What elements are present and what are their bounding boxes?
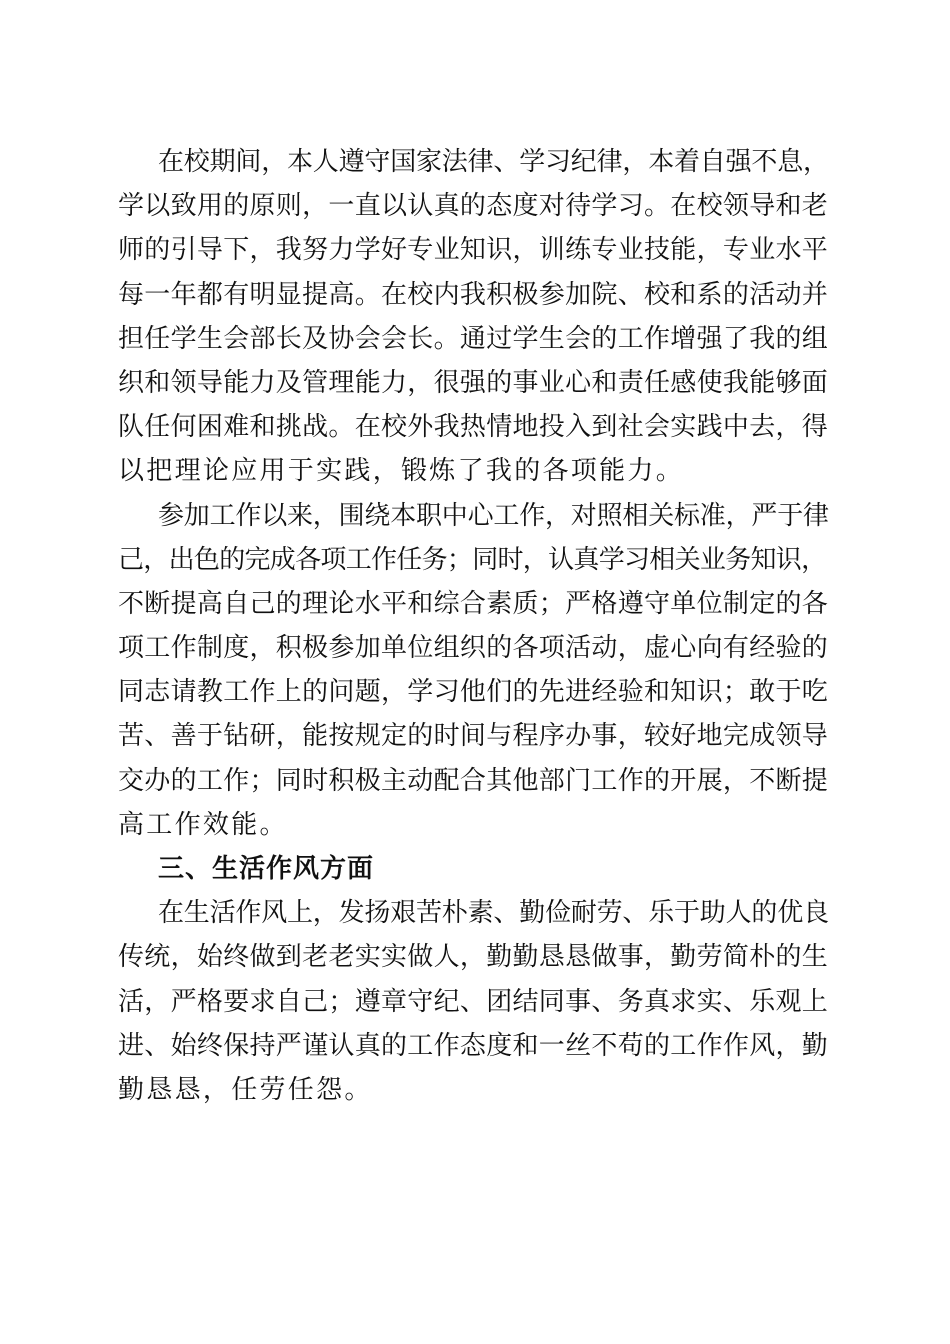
text-line: 进、始终保持严谨认真的工作态度和一丝不苟的工作作风，勤 [118,1030,829,1061]
text-line: 传统，始终做到老老实实做人，勤勤恳恳做事，勤劳简朴的生 [118,942,829,973]
text-line: 同志请教工作上的问题，学习他们的先进经验和知识；敢于吃 [118,677,829,708]
paragraph-lifestyle [118,891,830,1112]
text-line: 以把理论应用于实践，锻炼了我的各项能力。 [118,456,685,487]
text-line: 担任学生会部长及协会会长。通过学生会的工作增强了我的组 [118,323,829,354]
text-line: 不断提高自己的理论水平和综合素质；严格遵守单位制定的各 [118,588,829,619]
text-line: 织和领导能力及管理能力，很强的事业心和责任感使我能够面 [118,367,829,398]
text-line: 己，出色的完成各项工作任务；同时，认真学习相关业务知识， [118,544,827,575]
text-line: 高工作效能。 [118,809,288,840]
text-line: 参加工作以来，围绕本职中心工作，对照相关标准，严于律 [158,500,829,531]
paragraph-work [118,494,830,848]
section-heading: 三、生活作风方面 [158,854,375,884]
text-line: 师的引导下，我努力学好专业知识，训练专业技能，专业水平 [118,235,829,266]
document-body [118,140,830,1112]
text-line: 每一年都有明显提高。在校内我积极参加院、校和系的活动并 [118,279,829,310]
paragraph-study [118,140,830,494]
text-line: 勤恳恳，任劳任怨。 [118,1074,373,1105]
text-line: 学以致用的原则，一直以认真的态度对待学习。在校领导和老 [118,191,829,222]
text-line: 在校期间，本人遵守国家法律、学习纪律，本着自强不息， [158,147,829,177]
text-line: 队任何困难和挑战。在校外我热情地投入到社会实践中去，得 [118,412,829,443]
text-line: 交办的工作；同时积极主动配合其他部门工作的开展，不断提 [118,765,829,796]
text-line: 活，严格要求自己；遵章守纪、团结同事、务真求实、乐观上 [118,986,829,1017]
text-line: 在生活作风上，发扬艰苦朴素、勤俭耐劳、乐于助人的优良 [158,898,829,929]
text-line: 项工作制度，积极参加单位组织的各项活动，虚心向有经验的 [118,633,829,664]
text-line: 苦、善于钻研，能按规定的时间与程序办事，较好地完成领导 [118,721,829,752]
